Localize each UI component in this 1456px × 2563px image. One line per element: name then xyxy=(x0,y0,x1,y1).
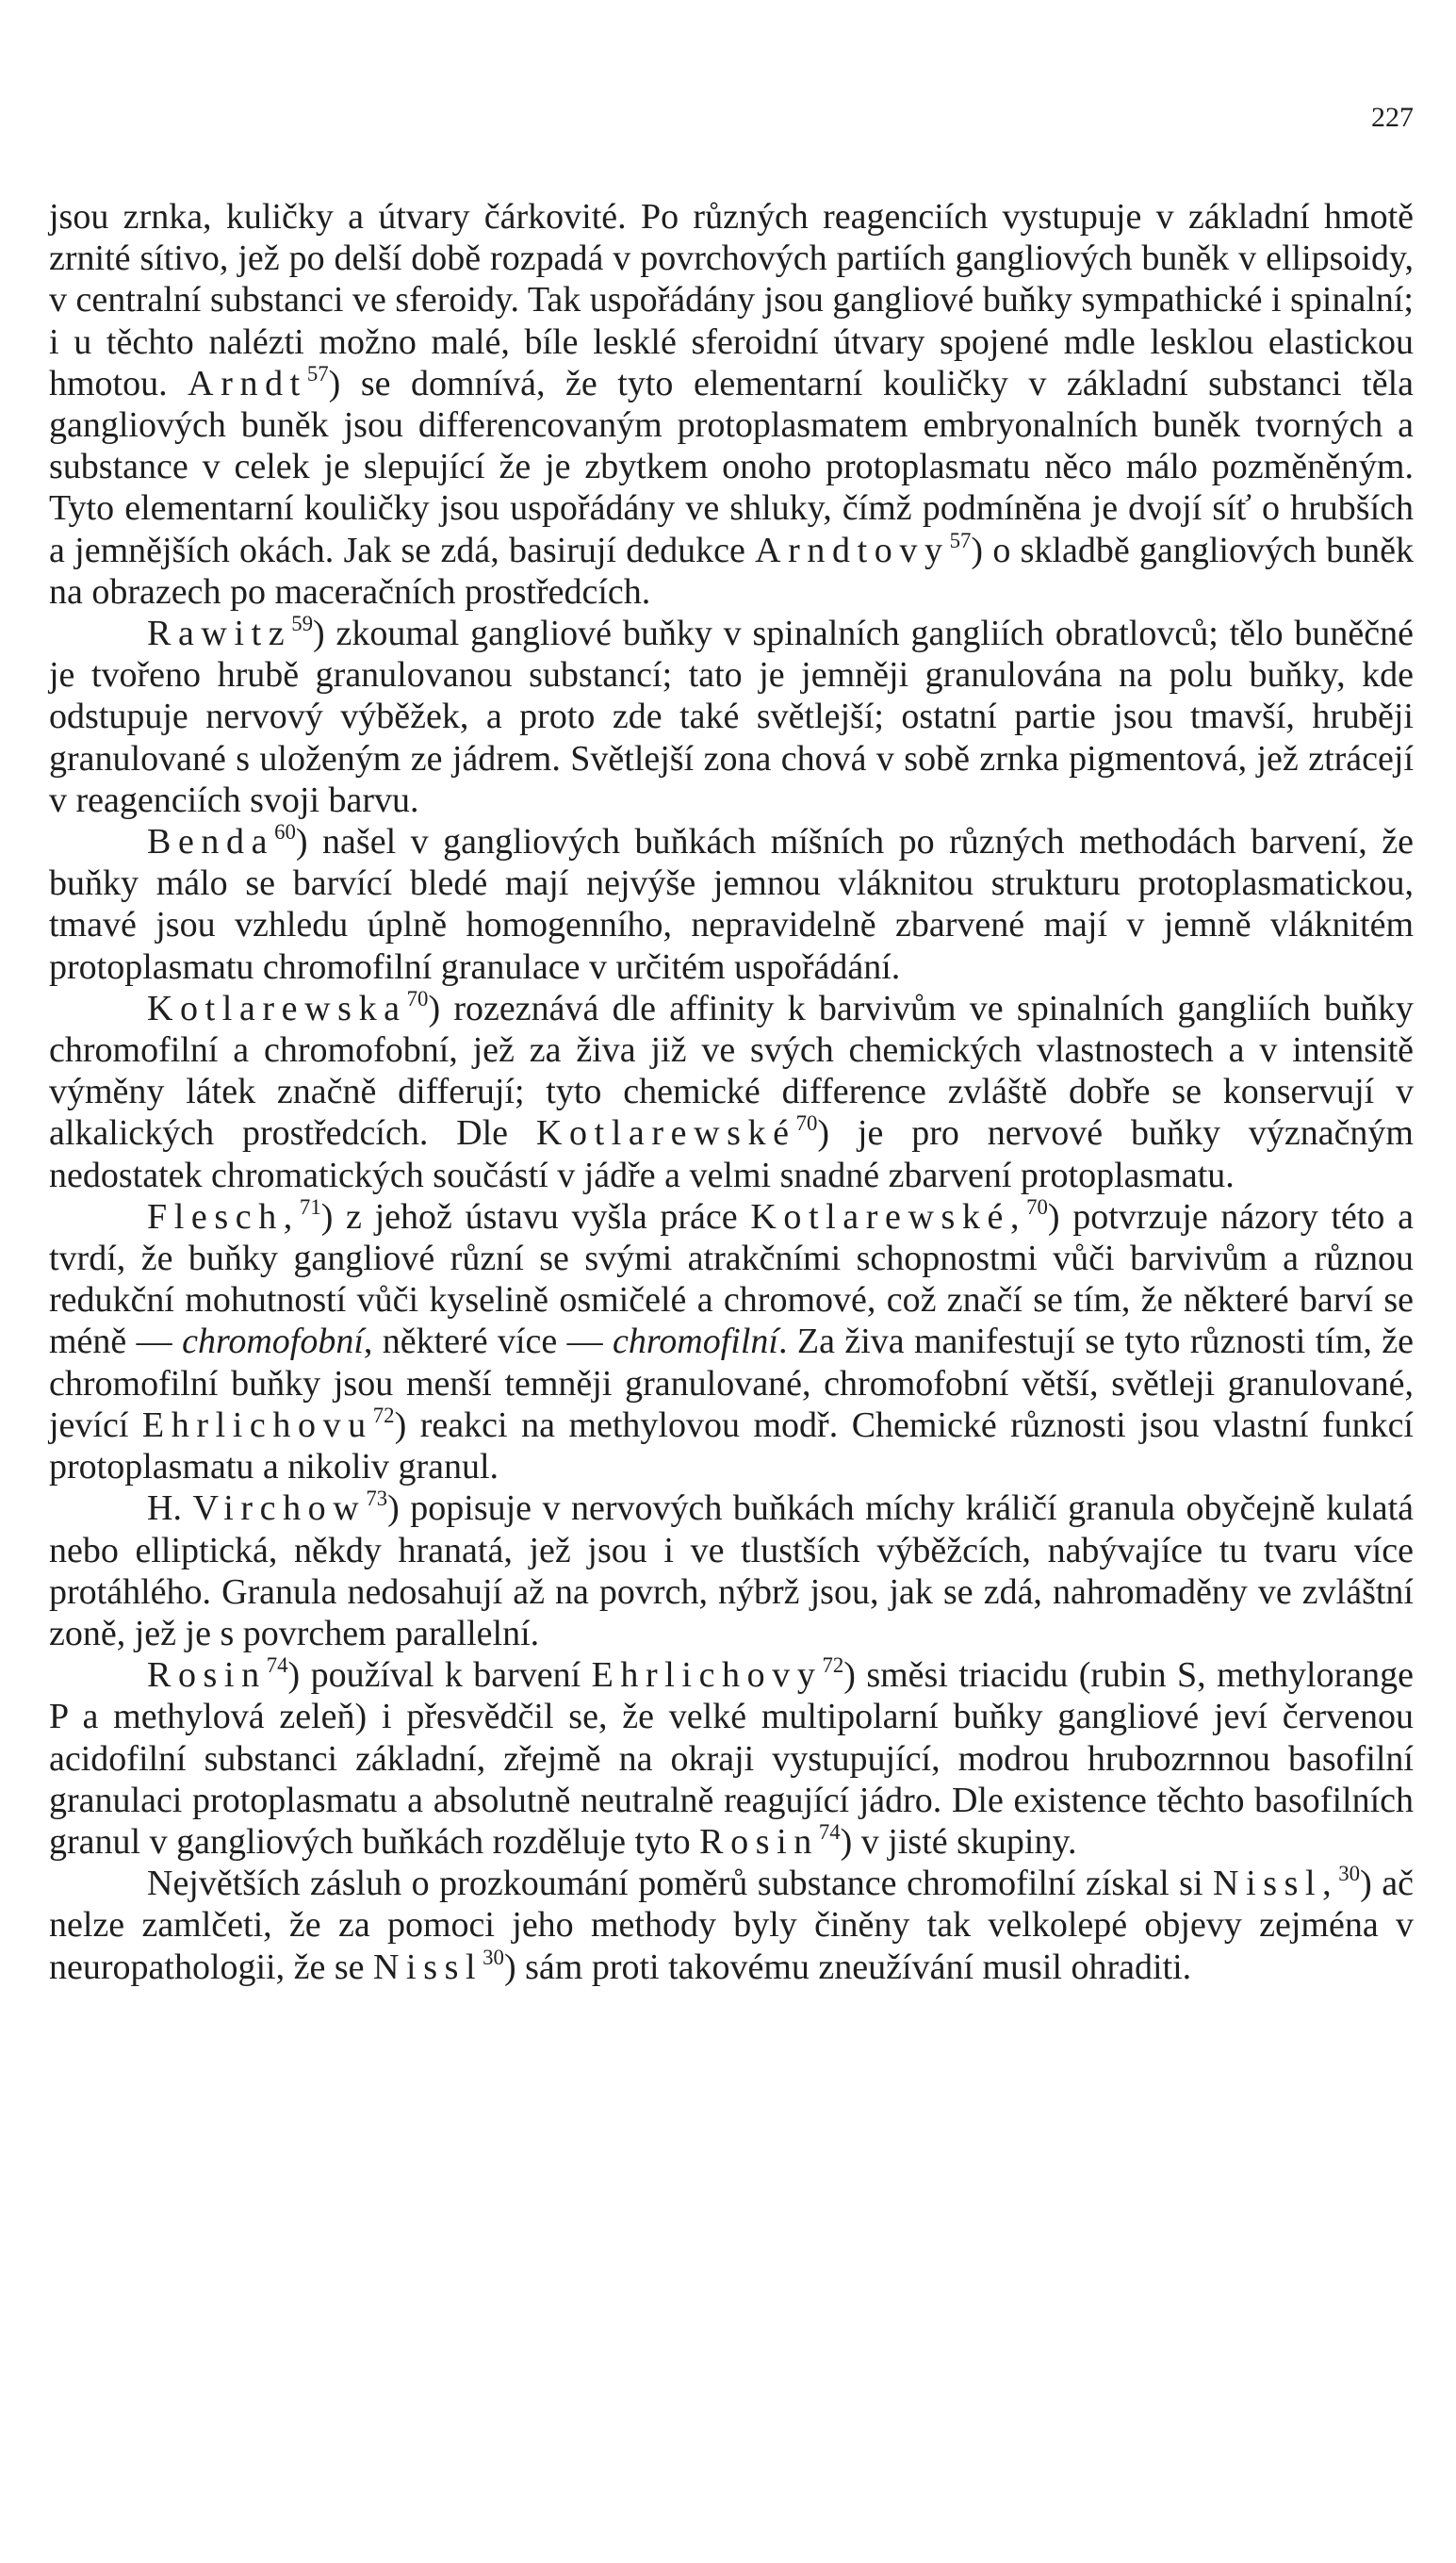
text-run: ) v jisté skupiny. xyxy=(840,1821,1077,1862)
text-run: ) používal k barvení xyxy=(287,1655,592,1696)
author-name: Nissl xyxy=(373,1947,483,1987)
paragraph-p6 xyxy=(49,1487,1414,1654)
text-run: ) je pro nervové buňky význačným nedostatek chromatických součástí v jádře a velmi snadné zbarvení protoplasmatu. xyxy=(49,1113,1414,1195)
paragraph-p3 xyxy=(49,821,1414,988)
text-run: ) o skladbě gangliových buněk na obrazech po maceračních prostředcích. xyxy=(49,530,1414,612)
footnote-ref: 72 xyxy=(372,1404,395,1428)
text-run: ) ač nelze zamlčeti, že za pomoci jeho methody byly činěny tak velkolepé objevy zejména v neuropathologii, že se xyxy=(49,1864,1414,1987)
page-number: 227 xyxy=(1371,102,1414,133)
emphasis-term: chromofobní xyxy=(182,1322,364,1362)
author-name: Flesch, xyxy=(147,1196,300,1237)
footnote-ref: 57 xyxy=(306,362,329,386)
footnote-ref: 72 xyxy=(822,1653,844,1678)
text-run: ) popisuje v nervových buňkách míchy králičí granula obyčejně kulatá nebo elliptická, někdy hranatá, jež jsou i ve tlustších výběžcích, nabývajíce tu tvaru více protáhlého. Granula nedosahují až na povrch, nýbrž jsou, jak se zdá, nahromaděny ve zvláštní zoně, jež je s povrchem parallelní. xyxy=(49,1488,1414,1653)
text-run: , některé více — xyxy=(363,1322,613,1362)
footnote-ref: 59 xyxy=(291,612,314,636)
text-run: Největších zásluh o prozkoumání poměrů substance chromofilní získal si xyxy=(147,1864,1214,1904)
footnote-ref: 60 xyxy=(274,820,296,845)
author-name: Rosin xyxy=(699,1821,819,1862)
text-run: . Za živa manifestují se tyto různosti tím, že chromofilní buňky jsou menší temněji granulované, chromofobní větší, světleji granulované, jevící xyxy=(49,1322,1414,1445)
author-name: Kotlarewska xyxy=(147,988,407,1028)
author-name: Virchow xyxy=(192,1488,367,1529)
text-run: ) se domnívá, že tyto elementarní kouličky v základní substanci těla gangliových buněk jsou differencovaným protoplasmatem embryonalních buněk tvorných a substance v celek je slepující že je zbytkem onoho protoplasmatu něco málo pozměněným. Tyto elementarní kouličky jsou uspořádány ve shluky, čímž podmíněna je dvojí síť o hrubších a jemnějších okách. Jak se zdá, basirují dedukce xyxy=(49,363,1414,570)
paragraph-p1 xyxy=(49,196,1414,613)
text-run: jsou zrnka, kuličky a útvary čárkovité. Po různých reagenciích vystupuje v základní hmotě zrnité sítivo, jež po delší době rozpadá v povrchových partiích gangliových buněk v ellipsoidy, v centralní substanci ve sferoidy. Tak uspořádány jsou gangliové buňky sympathické i spinalní; i u těchto nalézti možno malé, bíle lesklé sferoidní útvary spojené mdle lesklou elastickou hmotou. xyxy=(49,197,1414,403)
text-run: ) potvrzuje názory této a tvrdí, že buňky gangliové různí se svými atrakčními schopnostmi vůči barvivům a různou redukční mohutností vůči kyselině osmičelé a chromové, což značí se tím, že některé barví se méně — xyxy=(49,1196,1414,1362)
author-name: Kotlarewské xyxy=(535,1113,796,1154)
paragraph-p2 xyxy=(49,613,1414,821)
author-name: Arndtovy xyxy=(755,530,950,570)
author-name: Ehrlichovy xyxy=(591,1655,823,1696)
author-name: Kotlarewské, xyxy=(750,1196,1027,1237)
text-run: ) sám proti takovému zneužívání musil ohraditi. xyxy=(503,1947,1192,1987)
paragraph-p8 xyxy=(49,1863,1414,1988)
author-name: Arndt xyxy=(188,363,307,403)
footnote-ref: 74 xyxy=(266,1653,288,1678)
footnote-ref: 73 xyxy=(366,1487,388,1511)
emphasis-term: chromofilní xyxy=(613,1322,778,1362)
author-name: Benda xyxy=(147,822,275,863)
footnote-ref: 74 xyxy=(818,1820,841,1845)
paragraph-p5 xyxy=(49,1196,1414,1487)
author-name: Nissl, xyxy=(1213,1864,1339,1904)
footnote-ref: 70 xyxy=(406,987,429,1011)
author-name: Rawitz xyxy=(147,614,292,654)
text-run: ) rozeznává dle affinity k barvivům ve spinalních gangliích buňky chromofilní a chromofobní, jež za živa již ve svých chemických vlastnostech a v intensitě výměny látek značně differují; tyto chemické difference zvláště dobře se konservují v alkalických prostředcích. Dle xyxy=(49,988,1414,1154)
text-run: ) reakci na methylovou modř. Chemické různosti jsou vlastní funkcí protoplasmatu a nikoliv granul. xyxy=(49,1405,1414,1487)
footnote-ref: 57 xyxy=(949,528,972,552)
author-name: Rosin xyxy=(147,1655,267,1696)
text-run: ) zkoumal gangliové buňky v spinalních gangliích obratlovců; tělo buněčné je tvořeno hrubě granulovanou substancí; tato je jemněji granulována na polu buňky, kde odstupuje nervový výběžek, a proto zde také světlejší; ostatní partie jsou tmavší, hruběji granulované s uloženým ze jádrem. Světlejší zona chová v sobě zrnka pigmentová, jež ztrácejí v reagenciích svoji barvu. xyxy=(49,614,1414,820)
text-run: H. xyxy=(147,1488,193,1529)
footnote-ref: 30 xyxy=(483,1945,504,1969)
footnote-ref: 30 xyxy=(1338,1862,1361,1886)
text-run: ) našel v gangliových buňkách míšních po různých methodách barvení, že buňky málo se barvící bledé mají nejvýše jemnou vláknitou strukturu protoplasmatickou, tmavé jsou vzhledu úplně homogenního, nepravidelně zbarvené mají v jemně vláknitém protoplasmatu chromofilní granulace v určitém uspořádání. xyxy=(49,822,1414,987)
author-name: Ehrlichovu xyxy=(141,1405,373,1445)
footnote-ref: 71 xyxy=(299,1195,321,1220)
paragraph-p7 xyxy=(49,1654,1414,1863)
text-run: ) z jehož ústavu vyšla práce xyxy=(320,1196,751,1237)
paragraph-p4 xyxy=(49,988,1414,1196)
body-text xyxy=(49,196,1414,1988)
text-run: ) směsi triacidu (rubin S, methylorange P a methylová zeleň) i přesvědčil se, že velké multipolarní buňky gangliové jeví červenou acidofilní substanci základní, zřejmě na okraji vystupující, modrou hrubozrnnou basofilní granulaci protoplasmatu a absolutně neutralně reagující jádro. Dle existence těchto basofilních granul v gangliových buňkách rozděluje tyto xyxy=(49,1655,1414,1862)
footnote-ref: 70 xyxy=(1026,1195,1048,1220)
footnote-ref: 70 xyxy=(795,1111,818,1136)
